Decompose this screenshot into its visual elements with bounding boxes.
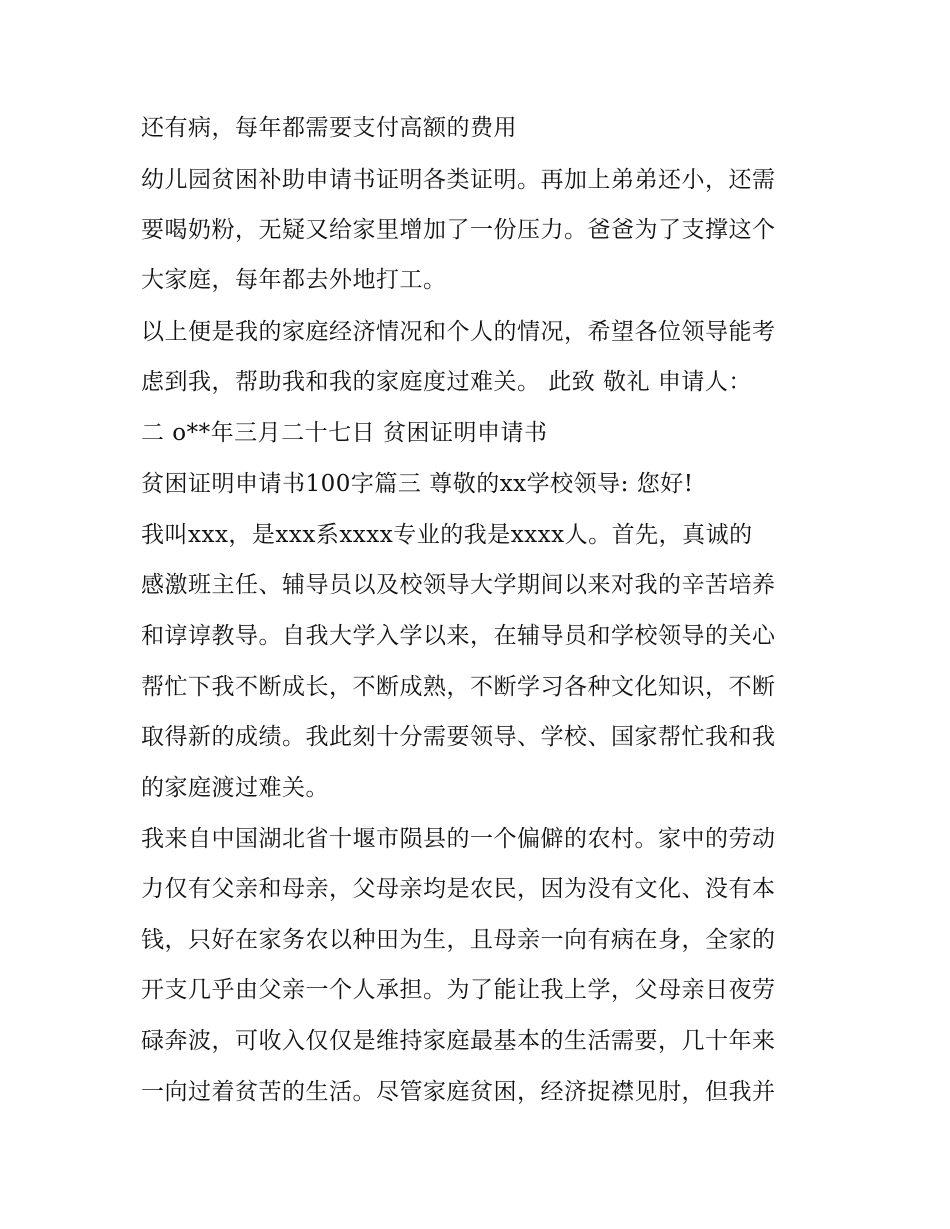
- text-line: 力仅有父亲和母亲，父母亲均是农民，因为没有文化、没有本: [141, 876, 776, 902]
- text-line: 的家庭渡过难关。: [141, 775, 329, 801]
- text-line: 还有病，每年都需要支付高额的费用: [141, 115, 517, 141]
- text-line: 感激班主任、辅导员以及校领导大学期间以来对我的辛苦培养: [141, 572, 776, 598]
- text-line: 取得新的成绩。我此刻十分需要领导、学校、国家帮忙我和我: [141, 724, 776, 750]
- text-line: 帮忙下我不断成长，不断成熟，不断学习各种文化知识，不断: [141, 674, 776, 700]
- text-line: 大家庭，每年都去外地打工。: [141, 267, 447, 293]
- text-line: 虑到我，帮助我和我的家庭度过难关。 此致 敬礼 申请人：: [141, 369, 752, 395]
- text-line: 二 o**年三月二十七日 贫困证明申请书: [141, 420, 548, 446]
- text-line: 贫困证明申请书100字篇三 尊敬的xx学校领导: 您好!: [141, 471, 694, 497]
- text-line: 我来自中国湖北省十堰市陨县的一个偏僻的农村。家中的劳动: [141, 826, 776, 852]
- text-line: 要喝奶粉，无疑又给家里增加了一份压力。爸爸为了支撑这个: [141, 217, 776, 243]
- text-line: 一向过着贫苦的生活。尽管家庭贫困，经济捉襟见肘，但我并: [141, 1079, 776, 1105]
- text-line: 和谆谆教导。自我大学入学以来，在辅导员和学校领导的关心: [141, 623, 776, 649]
- text-line: 幼儿园贫困补助申请书证明各类证明。再加上弟弟还小，还需: [141, 167, 776, 193]
- text-line: 我叫xxx，是xxx系xxxx专业的我是xxxx人。首先，真诚的: [141, 522, 753, 548]
- text-line: 碌奔波，可收入仅仅是维持家庭最基本的生活需要，几十年来: [141, 1028, 776, 1054]
- text-line: 开支几乎由父亲一个人承担。为了能让我上学，父母亲日夜劳: [141, 977, 776, 1003]
- text-line: 钱，只好在家务农以种田为生，且母亲一向有病在身，全家的: [141, 927, 776, 953]
- text-line: 以上便是我的家庭经济情况和个人的情况，希望各位领导能考: [141, 319, 776, 345]
